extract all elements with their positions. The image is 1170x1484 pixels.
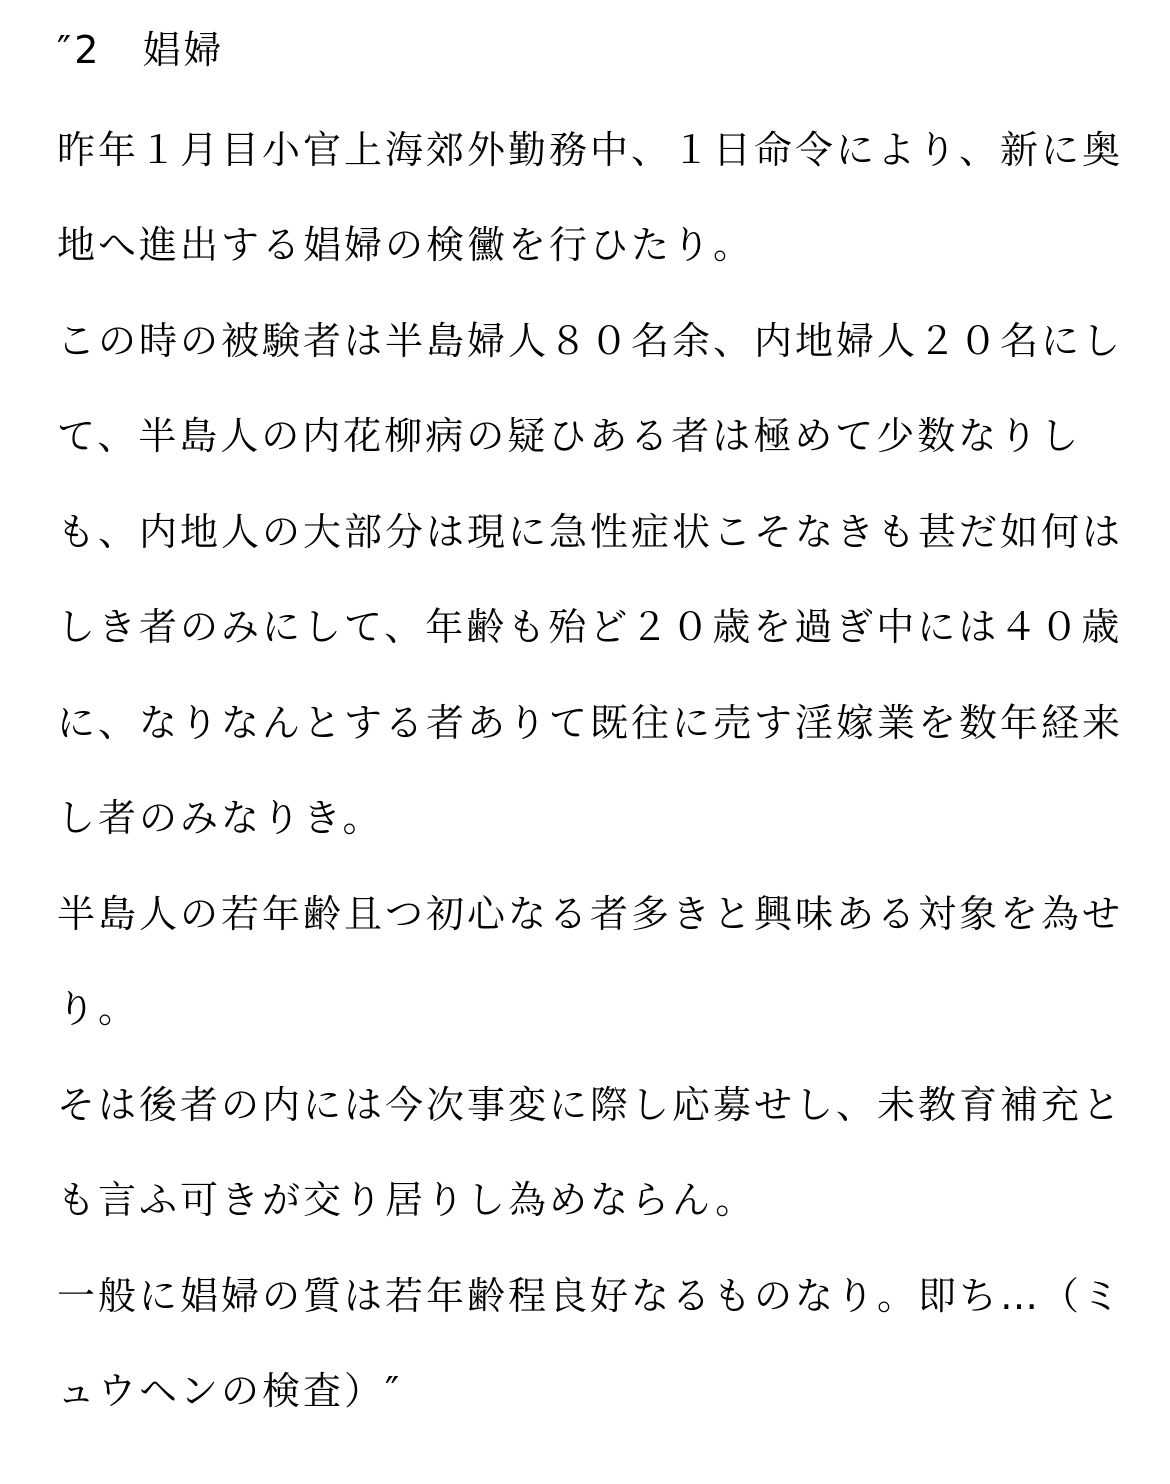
text-line: し者のみなりき。 xyxy=(57,796,384,840)
text-line: 昨年１月目小官上海郊外勤務中、１日命令により、新に奥 xyxy=(57,128,1124,172)
text-line: この時の被験者は半島婦人８０名余、内地婦人２０名にし xyxy=(57,319,1124,363)
text-line: も言ふ可きが交り居りし為めならん。 xyxy=(57,1178,757,1222)
text-line: 一般に娼婦の質は若年齢程良好なるものなり。即ち…（ミ xyxy=(57,1274,1124,1318)
text-line: しき者のみにして、年齢も殆ど２０歳を過ぎ中には４０歳 xyxy=(57,605,1123,649)
text-line: も、内地人の大部分は現に急性症状こそなきも甚だ如何は xyxy=(57,510,1124,554)
text-line: て、半島人の内花柳病の疑ひある者は極めて少数なりし xyxy=(57,414,1082,458)
text-line: 地へ進出する娼婦の検黴を行ひたり。 xyxy=(57,223,755,267)
text-line: ュウヘンの検査）″ xyxy=(57,1369,403,1413)
text-line: 半島人の若年齢且つ初心なる者多きと興味ある対象を為せ xyxy=(57,892,1124,936)
text-line: そは後者の内には今次事変に際し応募せし、未教育補充と xyxy=(57,1083,1124,1127)
text-line: に、なりなんとする者ありて既往に売す淫嫁業を数年経来 xyxy=(57,701,1124,745)
section-heading: ″2 娼婦 xyxy=(57,28,225,72)
text-line: り。 xyxy=(57,987,140,1031)
